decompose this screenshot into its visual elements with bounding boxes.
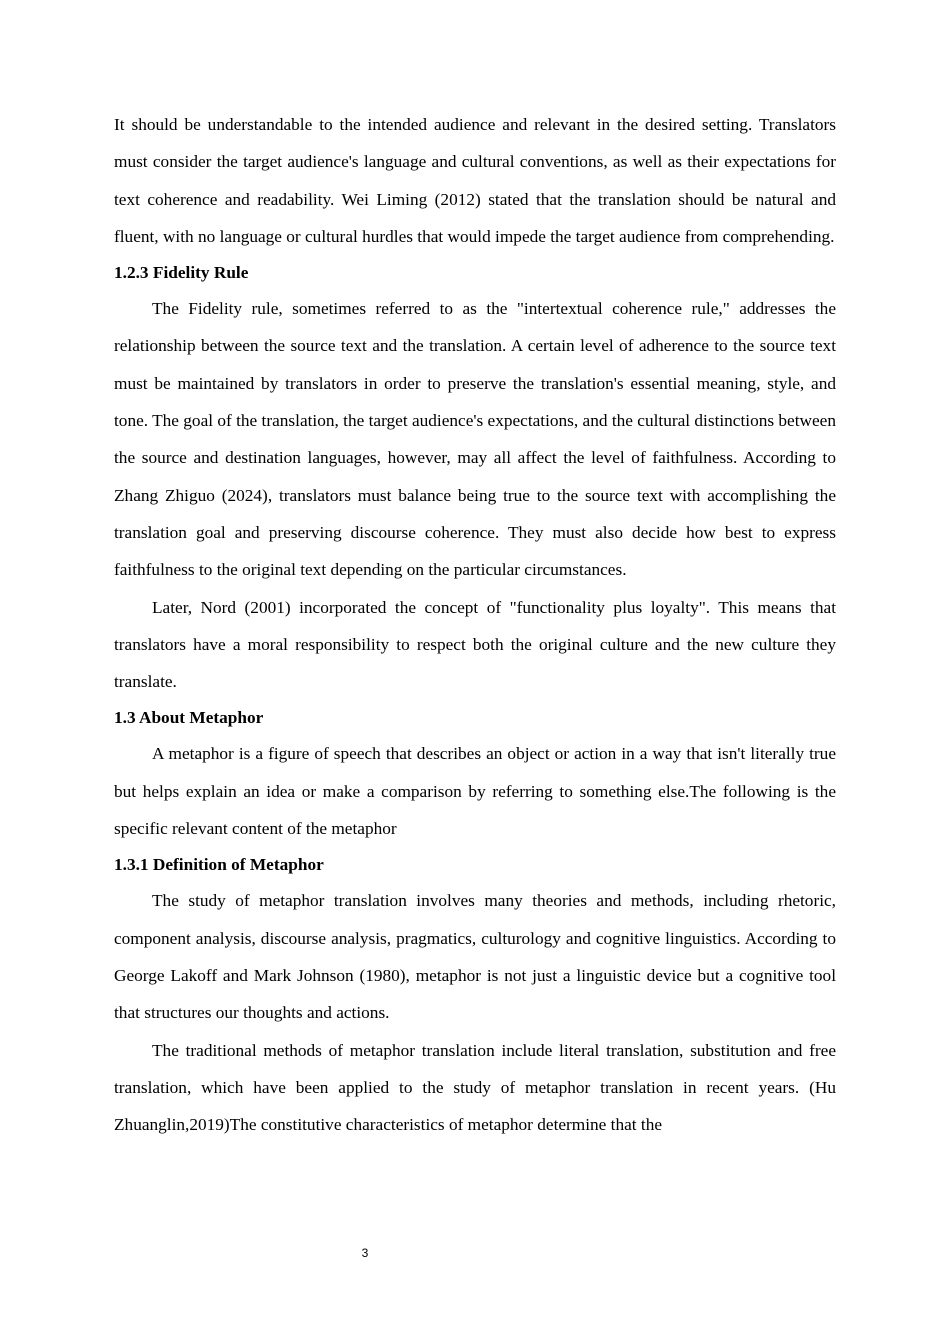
heading-fidelity-rule: 1.2.3 Fidelity Rule xyxy=(114,263,249,283)
document-body xyxy=(114,106,836,1143)
paragraph-metaphor-intro: A metaphor is a figure of speech that describes an object or action in a way that isn't literally true but helps explain an idea or make a comparison by referring to something else.The following is the specific relevant content of the metaphor xyxy=(114,744,836,839)
page-number: 3 xyxy=(361,1246,369,1260)
heading-definition-of-metaphor: 1.3.1 Definition of Metaphor xyxy=(114,855,324,875)
paragraph-metaphor-study: The study of metaphor translation involves many theories and methods, including rhetoric, component analysis, discourse analysis, pragmatics, culturology and cognitive linguistics. According to George Lakoff and Mark Johnson (1980), metaphor is not just a linguistic device but a cognitive tool that structures our thoughts and actions. xyxy=(114,891,836,1023)
paragraph-metaphor-methods: The traditional methods of metaphor translation include literal translation, substitution and free translation, which have been applied to the study of metaphor translation in recent years. (Hu Zhuanglin,2019)The constitutive characteristics of metaphor determine that the xyxy=(114,1040,836,1135)
heading-about-metaphor: 1.3 About Metaphor xyxy=(114,708,264,728)
paragraph-audience-relevance: It should be understandable to the intended audience and relevant in the desired setting. Translators must consider the target audience's language and cultural conventions, as well as their expectations for text coherence and readability. Wei Liming (2012) stated that the translation should be natural and fluent, with no language or cultural hurdles that would impede the target audience from comprehending. xyxy=(114,115,836,246)
paragraph-nord-loyalty: Later, Nord (2001) incorporated the concept of "functionality plus loyalty". This means that translators have a moral responsibility to respect both the original culture and the new culture they translate. xyxy=(114,597,836,692)
paragraph-fidelity-rule: The Fidelity rule, sometimes referred to as the "intertextual coherence rule," addresses the relationship between the source text and the translation. A certain level of adherence to the source text must be maintained by translators in order to preserve the translation's essential meaning, style, and tone. The goal of the translation, the target audience's expectations, and the cultural distinctions between the source and destination languages, however, may all affect the level of faithfulness. According to Zhang Zhiguo (2024), translators must balance being true to the source text with accomplishing the translation goal and preserving discourse coherence. They must also decide how best to express faithfulness to the original text depending on the particular circumstances. xyxy=(114,299,836,580)
